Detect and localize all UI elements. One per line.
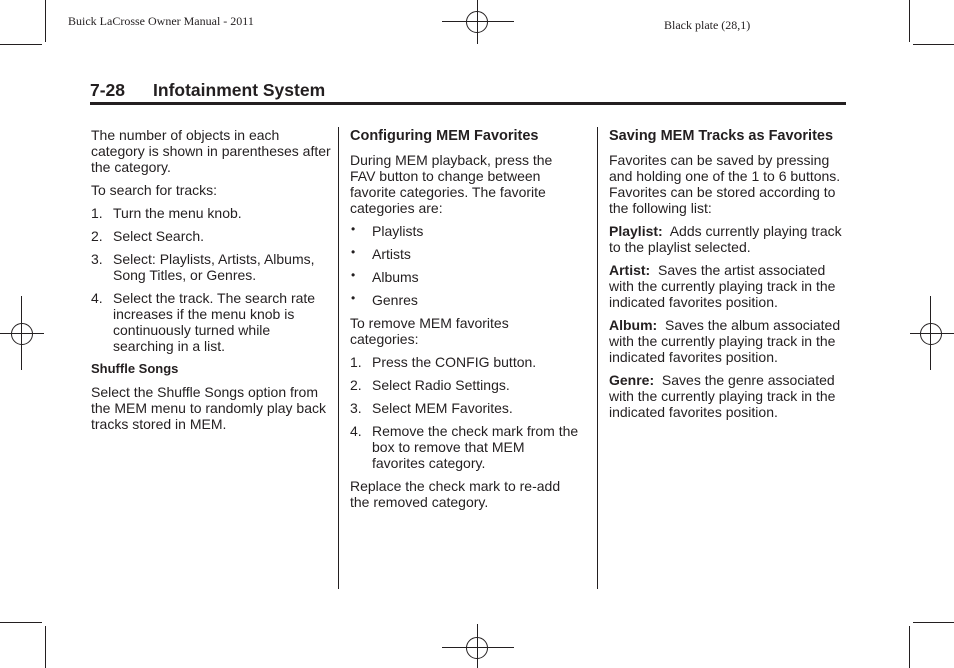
section-title: Infotainment System bbox=[153, 80, 326, 100]
bullet-icon: • bbox=[351, 222, 356, 236]
definition-item: Artist: Saves the artist associated with the currently playing track in the indicated favorites position. bbox=[609, 262, 836, 310]
list-item: • Playlists bbox=[351, 222, 424, 239]
paragraph: To search for tracks: bbox=[91, 182, 218, 198]
favorite-categories-list bbox=[350, 223, 580, 308]
definition-item: Playlist: Adds currently playing track to the playlist selected. bbox=[609, 223, 842, 255]
list-item: 2. Select Radio Settings. bbox=[350, 377, 510, 393]
paragraph: Favorites can be saved by pressing and holding one of the 1 to 6 buttons. Favorites can be stored according to the following list: bbox=[609, 152, 841, 216]
list-item: 1. Press the CONFIG button. bbox=[350, 354, 537, 370]
registration-mark-top bbox=[442, 0, 514, 44]
list-item: • Albums bbox=[351, 268, 419, 285]
list-item: • Artists bbox=[351, 245, 411, 262]
page-number: 7-28 bbox=[90, 80, 126, 100]
section-heading: Configuring MEM Favorites bbox=[350, 128, 539, 144]
list-item: 2. Select Search. bbox=[91, 228, 205, 244]
paragraph: During MEM playback, press the FAV button to change between favorite categories. The favorite categories are: bbox=[350, 152, 553, 216]
search-steps-list bbox=[91, 205, 331, 354]
bullet-icon: • bbox=[351, 291, 356, 305]
column-divider bbox=[338, 127, 339, 589]
plate-label: Black plate (28,1) bbox=[664, 18, 751, 32]
column-divider bbox=[597, 127, 598, 589]
bullet-icon: • bbox=[351, 245, 356, 259]
manual-title: Buick LaCrosse Owner Manual - 2011 bbox=[68, 14, 254, 28]
list-item: 4. Remove the check mark from the box to remove that MEM favorites category. bbox=[350, 423, 579, 471]
registration-mark-bottom bbox=[442, 624, 514, 668]
column-2 bbox=[350, 127, 580, 517]
list-item: 3. Select: Playlists, Artists, Albums, Song Titles, or Genres. bbox=[91, 251, 315, 283]
list-item: 1. Turn the menu knob. bbox=[91, 205, 242, 221]
section-heading: Saving MEM Tracks as Favorites bbox=[609, 128, 834, 144]
definition-item: Album: Saves the album associated with the currently playing track in the indicated favorites position. bbox=[609, 317, 841, 365]
definition-item: Genre: Saves the genre associated with the currently playing track in the indicated favorites position. bbox=[609, 372, 836, 420]
column-3 bbox=[609, 127, 849, 427]
bullet-icon: • bbox=[351, 268, 356, 282]
page-title bbox=[90, 80, 325, 101]
paragraph: Replace the check mark to re-add the removed category. bbox=[350, 478, 561, 510]
list-item: • Genres bbox=[351, 291, 418, 308]
title-rule bbox=[90, 102, 846, 105]
paragraph: To remove MEM favorites categories: bbox=[350, 315, 509, 347]
subheading: Shuffle Songs bbox=[91, 361, 179, 376]
column-1 bbox=[91, 127, 331, 439]
registration-mark-left bbox=[0, 296, 46, 370]
list-item: 4. Select the track. The search rate increases if the menu knob is continuously turned while searching in a list. bbox=[91, 290, 316, 354]
paragraph: The number of objects in each category is shown in parentheses after the category. bbox=[91, 127, 331, 175]
registration-mark-right bbox=[908, 296, 954, 370]
paragraph: Select the Shuffle Songs option from the MEM menu to randomly play back tracks stored in MEM. bbox=[91, 384, 326, 432]
remove-steps-list bbox=[350, 354, 580, 471]
list-item: 3. Select MEM Favorites. bbox=[350, 400, 513, 416]
